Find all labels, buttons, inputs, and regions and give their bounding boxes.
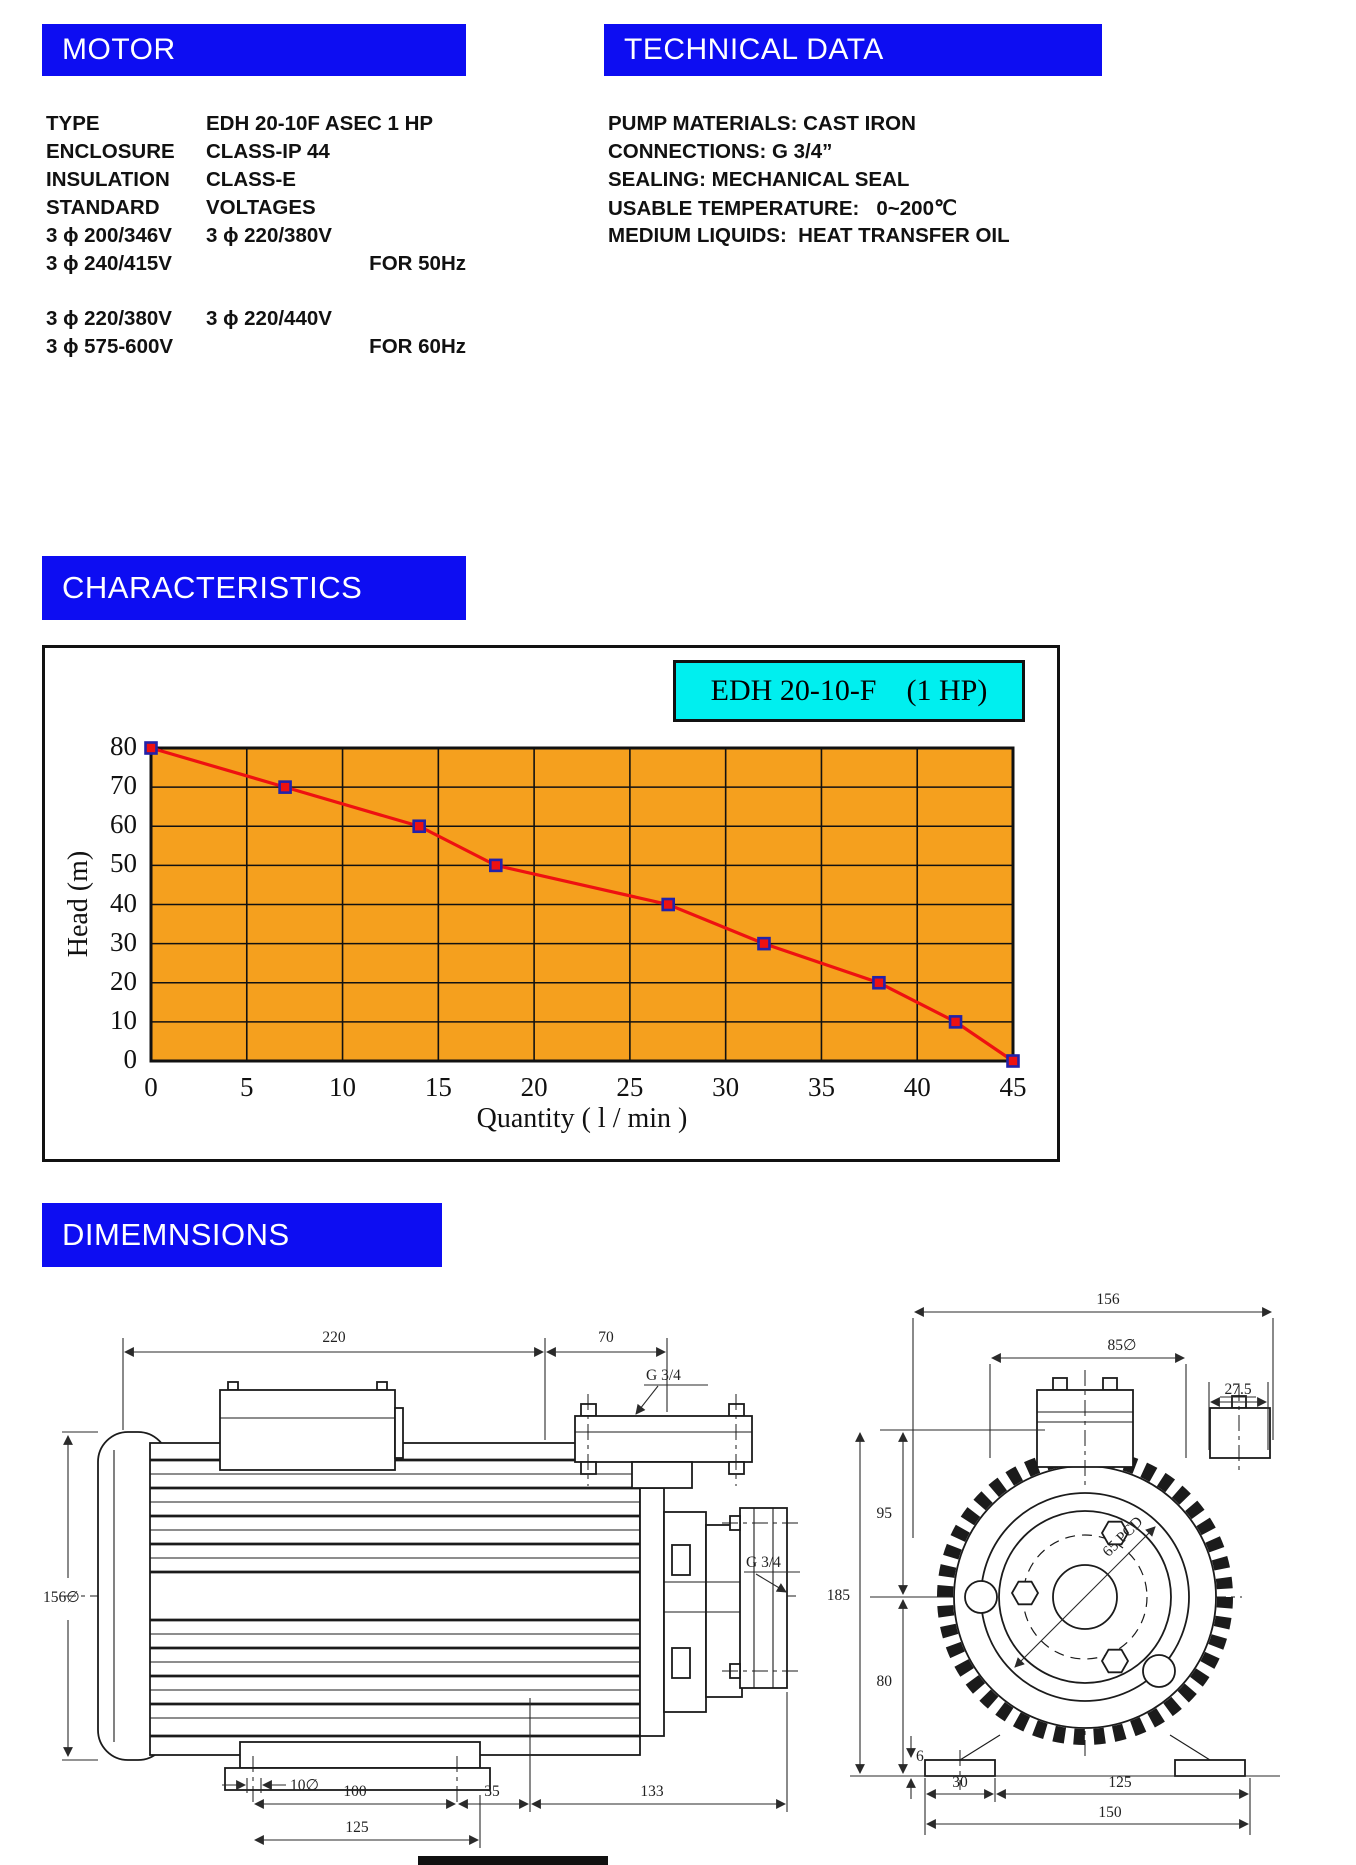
terminal-box <box>220 1382 403 1470</box>
spec-label: INSULATION <box>46 168 170 191</box>
dim-156: 156 <box>1096 1291 1120 1308</box>
dim-100: 100 <box>343 1783 367 1800</box>
motor-specs <box>46 110 466 361</box>
frequency-note: FOR 50Hz <box>369 252 466 275</box>
spec-label: STANDARD <box>46 196 160 219</box>
y-tick-label: 30 <box>110 926 137 957</box>
pcd-label: 65 PCD <box>1099 1513 1147 1561</box>
dim-6: 6 <box>916 1748 924 1765</box>
x-tick-label: 45 <box>999 1072 1027 1102</box>
voltage-value: 3 ϕ 220/380V <box>46 307 172 330</box>
frequency-note: FOR 60Hz <box>369 335 466 358</box>
technical-line: CONNECTIONS: G 3/4” <box>608 140 833 163</box>
x-tick-label: 15 <box>424 1072 452 1102</box>
side-view-drawing <box>40 1290 812 1865</box>
x-tick-label: 10 <box>329 1072 357 1102</box>
x-axis-title: Quantity ( l / min ) <box>476 1103 688 1134</box>
data-point <box>663 899 674 910</box>
dim-133: 133 <box>640 1783 664 1800</box>
g34-top-label: G 3/4 <box>646 1367 681 1384</box>
dim-10-dia: 10∅ <box>290 1777 320 1794</box>
data-point <box>758 938 769 949</box>
x-tick-label: 25 <box>616 1072 644 1102</box>
technical-line: USABLE TEMPERATURE: 0~200℃ <box>608 196 958 220</box>
dim-185: 185 <box>826 1587 850 1604</box>
voltage-value: 3 ϕ 575-600V <box>46 335 174 358</box>
dim-27-5: 27.5 <box>1224 1381 1252 1398</box>
spec-row <box>46 166 466 194</box>
data-point <box>873 977 884 988</box>
chart-plot-area <box>151 748 1013 1061</box>
y-axis-title: Head (m) <box>63 850 94 958</box>
y-tick-label: 10 <box>110 1004 137 1035</box>
dim-35: 35 <box>484 1783 500 1800</box>
technical-line: PUMP MATERIALS: CAST IRON <box>608 112 916 135</box>
mounting-feet <box>850 1735 1280 1790</box>
data-point <box>414 821 425 832</box>
voltage-value: 3 ϕ 220/440V <box>206 307 332 330</box>
technical-line: MEDIUM LIQUIDS: HEAT TRANSFER OIL <box>608 224 1010 247</box>
motor-body <box>150 1443 640 1755</box>
voltage-value: 3 ϕ 220/380V <box>206 224 332 247</box>
characteristics-chart <box>42 645 1060 1162</box>
x-tick-label: 30 <box>712 1072 740 1102</box>
technical-data-section-header: TECHNICAL DATA <box>604 24 1102 76</box>
characteristics-section-header: CHARACTERISTICS <box>42 556 466 620</box>
x-tick-label: 20 <box>520 1072 548 1102</box>
data-point <box>146 743 157 754</box>
dimensions-section-header: DIMEMNSIONS <box>42 1203 442 1267</box>
y-tick-label: 80 <box>110 731 137 761</box>
dim-95: 95 <box>876 1505 892 1522</box>
dim-156-dia: 156∅ <box>43 1589 80 1606</box>
voltage-row <box>46 222 466 250</box>
voltage-value: 3 ϕ 240/415V <box>46 252 172 275</box>
pump-curve-svg <box>151 748 1013 1061</box>
dim-30: 30 <box>952 1774 968 1791</box>
hex-bolt <box>1012 1582 1038 1605</box>
technical-data-list <box>608 110 1010 250</box>
dim-70: 70 <box>598 1329 614 1346</box>
x-tick-label: 5 <box>240 1072 254 1102</box>
x-tick-label: 40 <box>903 1072 931 1102</box>
data-point <box>280 782 291 793</box>
x-tick-label: 35 <box>807 1072 835 1102</box>
y-tick-label: 50 <box>110 848 137 879</box>
dim-150: 150 <box>1098 1804 1122 1821</box>
spec-value: EDH 20-10F ASEC 1 HP <box>206 112 434 135</box>
spec-row <box>46 138 466 166</box>
spec-value: VOLTAGES <box>206 196 316 219</box>
spec-row <box>46 110 466 138</box>
g34-side-label: G 3/4 <box>746 1554 781 1571</box>
data-point <box>490 860 501 871</box>
voltage-row <box>46 305 466 333</box>
voltage-row <box>46 250 466 278</box>
front-view-drawing <box>810 1290 1356 1865</box>
technical-line: SEALING: MECHANICAL SEAL <box>608 168 910 191</box>
dim-125: 125 <box>1108 1774 1132 1791</box>
data-point <box>1008 1056 1019 1067</box>
y-tick-label: 20 <box>110 965 137 996</box>
spec-row <box>46 194 466 222</box>
y-tick-label: 60 <box>110 809 137 840</box>
motor-section-header: MOTOR <box>42 24 466 76</box>
footer-bar <box>418 1856 608 1865</box>
y-tick-label: 0 <box>123 1044 137 1074</box>
x-tick-label: 0 <box>144 1072 158 1102</box>
dim-80: 80 <box>876 1673 892 1690</box>
chart-legend: EDH 20-10-F (1 HP) <box>673 660 1025 722</box>
voltage-value: 3 ϕ 200/346V <box>46 224 172 247</box>
spec-label: TYPE <box>46 112 100 135</box>
pump-assembly <box>640 1474 742 1736</box>
pump-housing-front <box>945 1457 1225 1737</box>
dim-85-dia: 85∅ <box>1107 1337 1137 1354</box>
y-tick-label: 40 <box>110 887 137 918</box>
data-point <box>950 1016 961 1027</box>
dim-220: 220 <box>322 1329 346 1346</box>
spec-value: CLASS-E <box>206 168 296 191</box>
spec-value: CLASS-IP 44 <box>206 140 330 163</box>
spec-label: ENCLOSURE <box>46 140 175 163</box>
dim-125: 125 <box>345 1819 369 1836</box>
voltage-row <box>46 333 466 361</box>
y-tick-label: 70 <box>110 770 137 801</box>
hex-bolt <box>1102 1650 1128 1673</box>
